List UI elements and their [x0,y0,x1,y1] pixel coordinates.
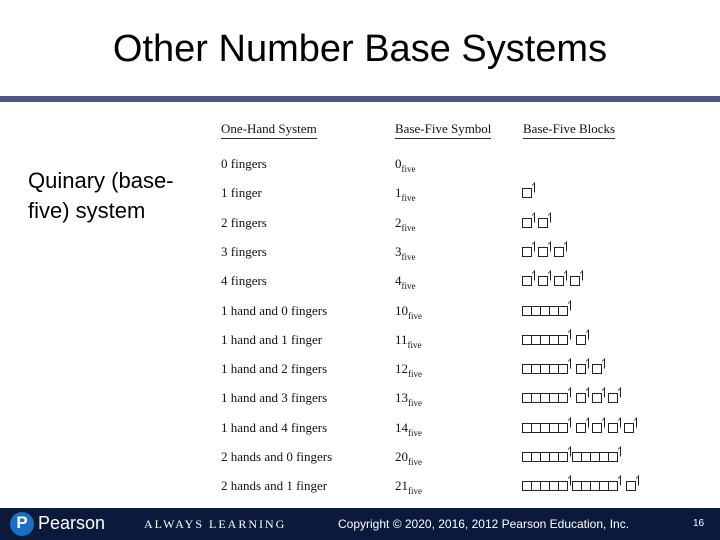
unit-block-cube [608,393,618,403]
symbol-subscript: five [408,457,422,467]
row-hand-label: 0 fingers [221,156,267,171]
unit-block-cube [608,423,618,433]
unit-block-cube [522,247,532,257]
symbol-digits: 2 [395,215,402,230]
symbol-digits: 1 [395,185,402,200]
row-hand-label: 1 hand and 0 fingers [221,303,328,318]
header-base-five-blocks: Base-Five Blocks [523,121,615,139]
row-hand-label: 1 hand and 3 fingers [221,390,328,405]
row-base-five-symbol [395,478,422,499]
row-base-five-symbol [395,215,416,236]
symbol-subscript: five [408,486,422,496]
symbol-subscript: five [408,311,422,321]
unit-block-cube [624,423,634,433]
symbol-subscript: five [408,398,422,408]
row-hand-label: 1 hand and 1 finger [221,332,323,347]
row-hand-label: 1 hand and 2 fingers [221,361,328,376]
five-block-rod [522,423,568,433]
unit-block-cube [592,364,602,374]
unit-block-cube [626,481,636,491]
unit-block-cube [554,276,564,286]
symbol-subscript: five [401,252,416,262]
symbol-digits: 4 [395,273,402,288]
copyright-text: Copyright © 2020, 2016, 2012 Pearson Education, Inc. [338,517,630,531]
symbol-subscript: five [408,369,422,379]
five-block-rod [522,335,568,345]
unit-block-cube [522,218,532,228]
row-base-five-symbol [395,156,416,177]
five-block-rod [522,364,568,374]
symbol-digits: 12 [395,361,408,376]
row-base-five-symbol [395,332,422,353]
unit-block-cube [576,364,586,374]
unit-block-cube [522,188,532,198]
symbol-subscript: five [408,428,422,438]
row-base-five-symbol [395,361,422,382]
row-hand-label: 2 hands and 1 finger [221,478,328,493]
row-base-five-symbol [395,303,422,324]
row-base-five-symbol [395,273,416,294]
symbol-digits: 10 [395,303,408,318]
unit-block-cube [592,423,602,433]
row-hand-label: 3 fingers [221,244,267,259]
row-base-five-symbol [395,390,422,411]
unit-block-cube [538,276,548,286]
quinary-description: Quinary (base-five) system [28,168,174,223]
row-base-five-symbol [395,244,416,265]
symbol-subscript: five [407,340,422,350]
symbol-digits: 11 [395,332,408,347]
unit-block-cube [576,335,586,345]
symbol-subscript: five [401,223,416,233]
symbol-digits: 20 [395,449,408,464]
symbol-digits: 14 [395,420,408,435]
symbol-subscript: five [401,193,416,203]
symbol-subscript: five [401,281,416,291]
pearson-brand: Pearson [38,513,106,533]
unit-block-cube [538,247,548,257]
unit-block-cube [522,276,532,286]
header-base-five-symbol: Base-Five Symbol [395,121,491,139]
unit-block-cube [538,218,548,228]
unit-block-cube [592,393,602,403]
symbol-digits: 3 [395,244,402,259]
row-base-five-symbol [395,449,422,470]
title-divider [0,96,720,102]
row-base-five-symbol [395,185,416,206]
row-hand-label: 1 hand and 4 fingers [221,420,328,435]
five-block-rod [522,393,568,403]
symbol-subscript: five [401,164,416,174]
page-number: 16 [693,518,705,529]
always-learning-tagline: ALWAYS LEARNING [144,517,287,531]
row-hand-label: 4 fingers [221,273,267,288]
footer-bar [0,508,720,540]
symbol-digits: 21 [395,478,408,493]
row-hand-label: 1 finger [221,185,262,200]
row-base-five-symbol [395,420,422,441]
five-block-rod [572,452,618,462]
five-block-rod [572,481,618,491]
header-one-hand-system: One-Hand System [221,121,317,139]
slide-title: Other Number Base Systems [112,28,608,70]
row-hand-label: 2 hands and 0 fingers [221,449,333,464]
symbol-digits: 0 [395,156,402,171]
symbol-digits: 13 [395,390,408,405]
row-hand-label: 2 fingers [221,215,267,230]
five-block-rod [522,452,568,462]
five-block-rod [522,481,568,491]
pearson-logo-icon: P [10,512,34,536]
unit-block-cube [570,276,580,286]
five-block-rod [522,306,568,316]
unit-block-cube [576,423,586,433]
unit-block-cube [554,247,564,257]
unit-block-cube [576,393,586,403]
